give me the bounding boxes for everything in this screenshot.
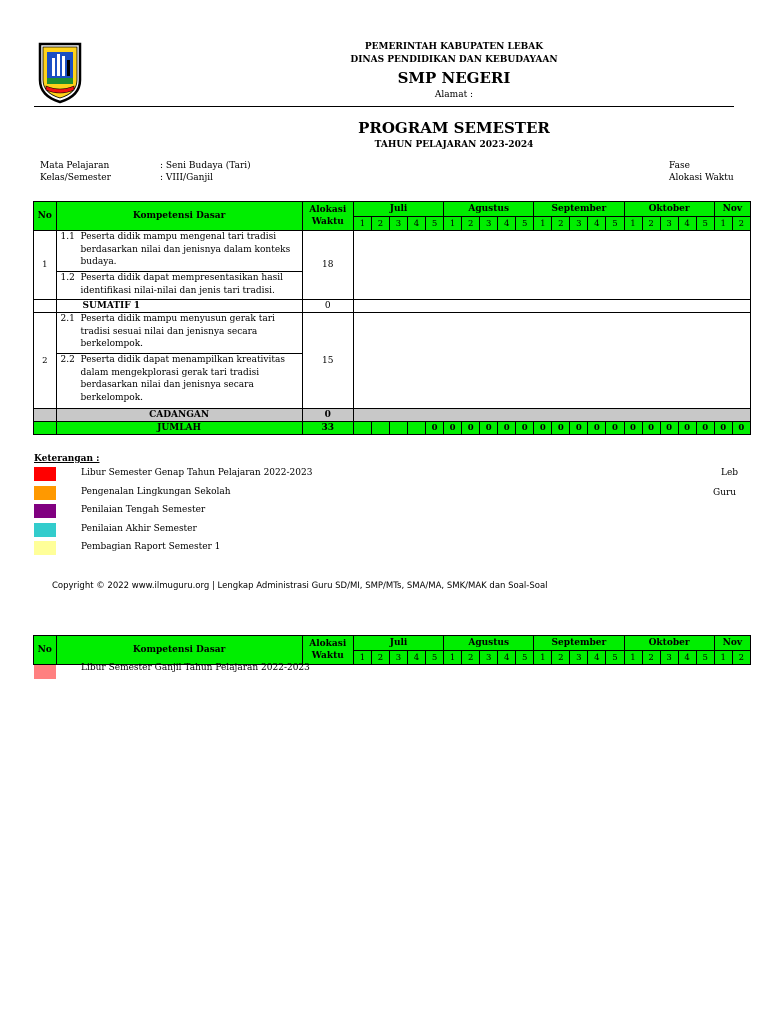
week-number: 2 <box>462 651 480 665</box>
week-number: 1 <box>624 651 642 665</box>
week-number: 5 <box>606 651 624 665</box>
legend-side-guru: Guru <box>713 488 737 498</box>
week-number: 3 <box>570 217 588 231</box>
jumlah-week-cell: 0 <box>606 422 624 435</box>
legend-label: Pengenalan Lingkungan Sekolah <box>81 486 231 497</box>
month-agustus-2: Agustus <box>444 636 534 651</box>
col-kd-header-2: Kompetensi Dasar <box>56 636 302 665</box>
kd-1-1: 1.1 Peserta didik mampu mengenal tari tradisi berdasarkan nilai dan jenisnya dalam konteks budaya. <box>56 231 302 272</box>
jumlah-week-cell: 0 <box>588 422 606 435</box>
jumlah-week-cell: 0 <box>444 422 462 435</box>
legend-side-leb: Leb <box>721 468 739 478</box>
legend-swatch <box>34 486 56 500</box>
week-number: 1 <box>534 651 552 665</box>
jumlah-week-cell: 0 <box>732 422 750 435</box>
week-number: 3 <box>389 651 407 665</box>
row1-no: 1 <box>34 231 57 300</box>
legend-title: Keterangan : <box>34 454 100 464</box>
jumlah-week-cell <box>389 422 407 435</box>
month-oktober: Oktober <box>624 202 714 217</box>
jumlah-week-cell: 0 <box>570 422 588 435</box>
week-number: 2 <box>552 217 570 231</box>
week-number: 5 <box>606 217 624 231</box>
jumlah-week-cell: 0 <box>534 422 552 435</box>
week-number: 4 <box>408 651 426 665</box>
doc-subtitle: TAHUN PELAJARAN 2023-2024 <box>374 140 534 150</box>
week-number: 4 <box>588 651 606 665</box>
month-september-2: September <box>534 636 624 651</box>
second-table-header <box>33 635 751 665</box>
week-number: 1 <box>534 217 552 231</box>
jumlah-week-cell <box>371 422 389 435</box>
jumlah-week-cell: 0 <box>660 422 678 435</box>
jumlah-week-cell: 0 <box>696 422 714 435</box>
jumlah-week-cell: 0 <box>714 422 732 435</box>
col-kd-header: Kompetensi Dasar <box>56 202 302 231</box>
jumlah-week-cell: 0 <box>624 422 642 435</box>
col-no-header-2: No <box>34 636 57 665</box>
legend-swatch <box>34 467 56 481</box>
week-number: 3 <box>480 651 498 665</box>
jumlah-week-cell: 0 <box>552 422 570 435</box>
col-alokasi-header-2: Alokasi Waktu <box>302 636 353 665</box>
header-line2: DINAS PENDIDIKAN DAN KEBUDAYAAN <box>350 55 558 65</box>
schedule-block-1 <box>353 231 750 300</box>
header-line1: PEMERINTAH KABUPATEN LEBAK <box>364 42 544 52</box>
week-number: 4 <box>588 217 606 231</box>
week-number: 4 <box>498 651 516 665</box>
jumlah-week-cell <box>408 422 426 435</box>
sumatif-waktu: 0 <box>302 300 353 313</box>
sumatif-label: SUMATIF 1 <box>56 300 302 313</box>
week-number: 2 <box>462 217 480 231</box>
week-number: 2 <box>552 651 570 665</box>
week-number: 2 <box>732 217 750 231</box>
kelas-value: : VIII/Ganjil <box>160 173 213 183</box>
legend-swatch <box>34 523 56 537</box>
month-agustus: Agustus <box>444 202 534 217</box>
week-number: 2 <box>371 651 389 665</box>
school-address: Alamat : <box>434 90 474 100</box>
jumlah-week-cell: 0 <box>642 422 660 435</box>
jumlah-week-cell: 0 <box>678 422 696 435</box>
cadangan-label: CADANGAN <box>56 409 302 422</box>
legend-label: Penilaian Tengah Semester <box>81 505 206 515</box>
fase-label: Fase <box>669 161 690 171</box>
school-name: SMP NEGERI <box>397 69 511 87</box>
week-number: 2 <box>642 217 660 231</box>
week-number: 2 <box>371 217 389 231</box>
legend-swatch <box>34 541 56 555</box>
row2-waktu: 15 <box>302 313 353 409</box>
schedule-block-sumatif <box>353 300 750 313</box>
mapel-value: : Seni Budaya (Tari) <box>160 161 251 171</box>
week-number: 4 <box>678 217 696 231</box>
doc-title: PROGRAM SEMESTER <box>358 119 550 137</box>
legend-label: Libur Semester Ganjil Tahun Pelajaran 2022-2023 <box>81 663 310 673</box>
legend-swatch <box>34 504 56 518</box>
week-number: 1 <box>714 651 732 665</box>
jumlah-label: JUMLAH <box>56 422 302 435</box>
kelas-label: Kelas/Semester <box>40 173 111 183</box>
col-alokasi-header: Alokasi Waktu <box>302 202 353 231</box>
week-number: 3 <box>389 217 407 231</box>
copyright-text: Copyright © 2022 www.ilmuguru.org | Lengkap Administrasi Guru SD/MI, SMP/MTs, SMA/MA, SMK/MAK dan Soal-Soal <box>52 581 548 591</box>
jumlah-week-cell: 0 <box>498 422 516 435</box>
legend-label: Pembagian Raport Semester 1 <box>81 542 221 552</box>
jumlah-week-cell: 0 <box>480 422 498 435</box>
jumlah-week-cell: 0 <box>426 422 444 435</box>
month-juli-2: Juli <box>353 636 443 651</box>
week-number: 4 <box>678 651 696 665</box>
week-number: 5 <box>516 651 534 665</box>
week-number: 1 <box>624 217 642 231</box>
kd-2-2: 2.2 Peserta didik dapat menampilkan kreativitas dalam mengekplorasi gerak tari tradisi berdasarkan nilai dan jenisnya secara berkelompok. <box>56 354 302 409</box>
week-number: 3 <box>660 651 678 665</box>
week-number: 5 <box>696 651 714 665</box>
week-number: 3 <box>480 217 498 231</box>
kd-2-1: 2.1 Peserta didik mampu menyusun gerak tari tradisi sesuai nilai dan jenisnya secara berkelompok. <box>56 313 302 354</box>
week-number: 3 <box>660 217 678 231</box>
week-number: 2 <box>732 651 750 665</box>
jumlah-week-cell: 0 <box>516 422 534 435</box>
col-no-header: No <box>34 202 57 231</box>
schedule-block-cadangan <box>353 409 750 422</box>
week-number: 2 <box>642 651 660 665</box>
schedule-block-2 <box>353 313 750 409</box>
row2-no: 2 <box>34 313 57 409</box>
week-number: 1 <box>714 217 732 231</box>
week-number: 5 <box>696 217 714 231</box>
legend-label: Penilaian Akhir Semester <box>81 523 197 534</box>
mapel-label: Mata Pelajaran <box>40 161 110 171</box>
week-number: 5 <box>426 217 444 231</box>
alokasi-label: Alokasi Waktu <box>669 173 734 183</box>
week-number: 3 <box>570 651 588 665</box>
week-number: 5 <box>426 651 444 665</box>
legend-label: Libur Semester Genap Tahun Pelajaran 2022-2023 <box>81 468 313 478</box>
row1-waktu: 18 <box>302 231 353 300</box>
kd-1-2: 1.2 Peserta didik dapat mempresentasikan hasil identifikasi nilai-nilai dan jenis tari tradisi. <box>56 272 302 300</box>
month-nov-2: Nov <box>714 636 750 651</box>
jumlah-week-cell: 0 <box>462 422 480 435</box>
week-number: 1 <box>353 217 371 231</box>
jumlah-week-cell <box>353 422 371 435</box>
cadangan-waktu: 0 <box>302 409 353 422</box>
week-number: 1 <box>353 651 371 665</box>
week-number: 4 <box>498 217 516 231</box>
month-nov: Nov <box>714 202 750 217</box>
week-number: 1 <box>444 217 462 231</box>
month-juli: Juli <box>353 202 443 217</box>
week-number: 1 <box>444 651 462 665</box>
month-september: September <box>534 202 624 217</box>
legend-swatch <box>34 665 56 679</box>
week-number: 5 <box>516 217 534 231</box>
month-oktober-2: Oktober <box>624 636 714 651</box>
week-number: 4 <box>408 217 426 231</box>
program-semester-table <box>33 201 751 435</box>
jumlah-waktu: 33 <box>302 422 353 435</box>
